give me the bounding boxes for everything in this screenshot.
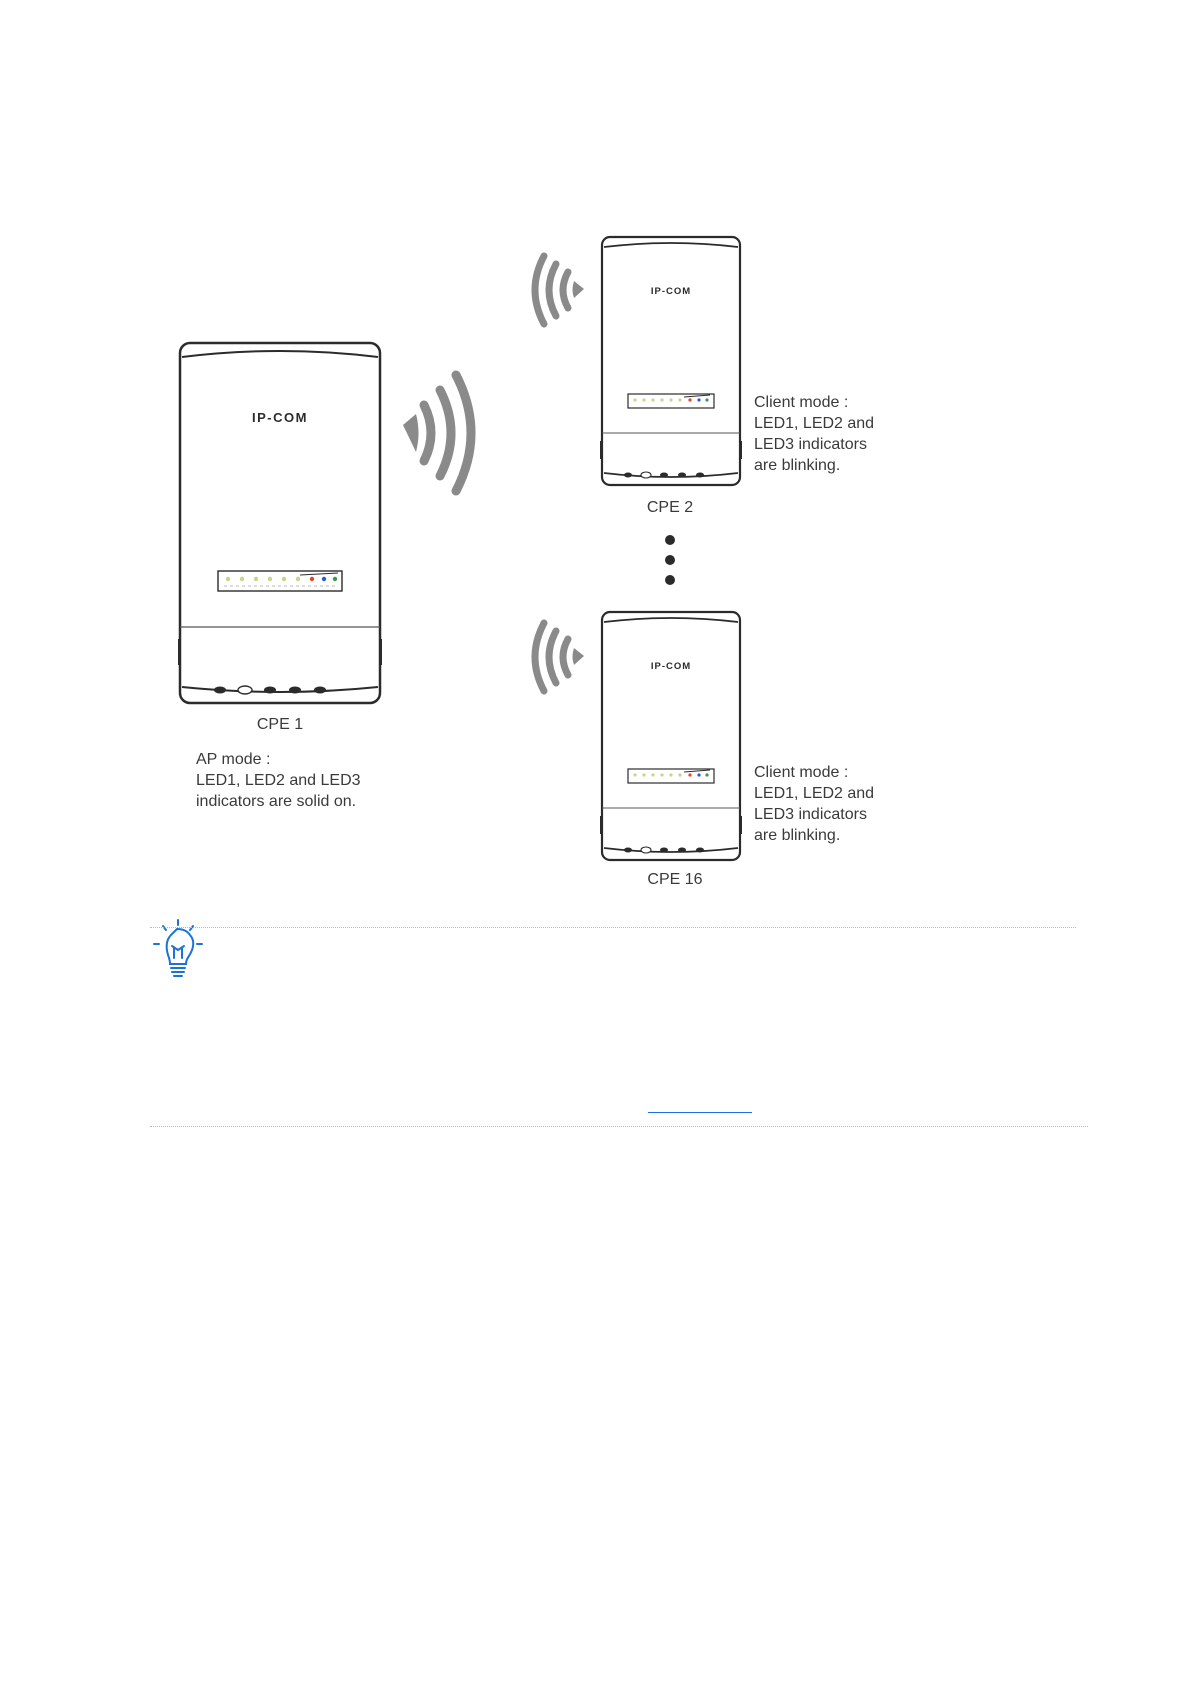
tip-link-underline[interactable] <box>648 1112 752 1113</box>
cpe16-mode-title: Client mode : <box>754 764 849 781</box>
wifi-signal-icon <box>535 256 584 324</box>
cpe2-device <box>600 237 742 485</box>
cpe1-label: CPE 1 <box>256 716 304 733</box>
wifi-signal-icon <box>535 623 584 691</box>
cpe16-mode-line: LED3 indicators <box>754 806 867 823</box>
cpe1-brand-logo: IP-COM <box>252 410 308 425</box>
cpe2-mode-line: LED1, LED2 and <box>754 415 875 432</box>
cpe1-mode-line: indicators are solid on. <box>196 793 357 810</box>
wifi-signal-icon <box>403 375 471 491</box>
cpe16-label: CPE 16 <box>647 871 703 888</box>
tip-top-divider <box>150 927 1076 928</box>
lightbulb-tip-icon <box>154 920 202 976</box>
cpe16-brand-logo: IP-COM <box>650 661 692 672</box>
cpe1-device <box>178 343 382 703</box>
cpe16-mode-line: LED1, LED2 and <box>754 785 875 802</box>
cpe2-brand-logo: IP-COM <box>650 286 692 297</box>
cpe2-mode-line: LED3 indicators <box>754 436 867 453</box>
cpe16-device <box>600 612 742 860</box>
cpe1-mode-line: LED1, LED2 and LED3 <box>196 772 361 789</box>
cpe1-mode-title: AP mode : <box>196 751 271 768</box>
cpe2-mode-line: are blinking. <box>754 457 841 474</box>
cpe2-mode-title: Client mode : <box>754 394 849 411</box>
cpe2-label: CPE 2 <box>646 499 694 516</box>
vertical-ellipsis-dots <box>665 535 675 585</box>
tip-bottom-divider <box>150 1126 1088 1127</box>
cpe16-mode-line: are blinking. <box>754 827 841 844</box>
